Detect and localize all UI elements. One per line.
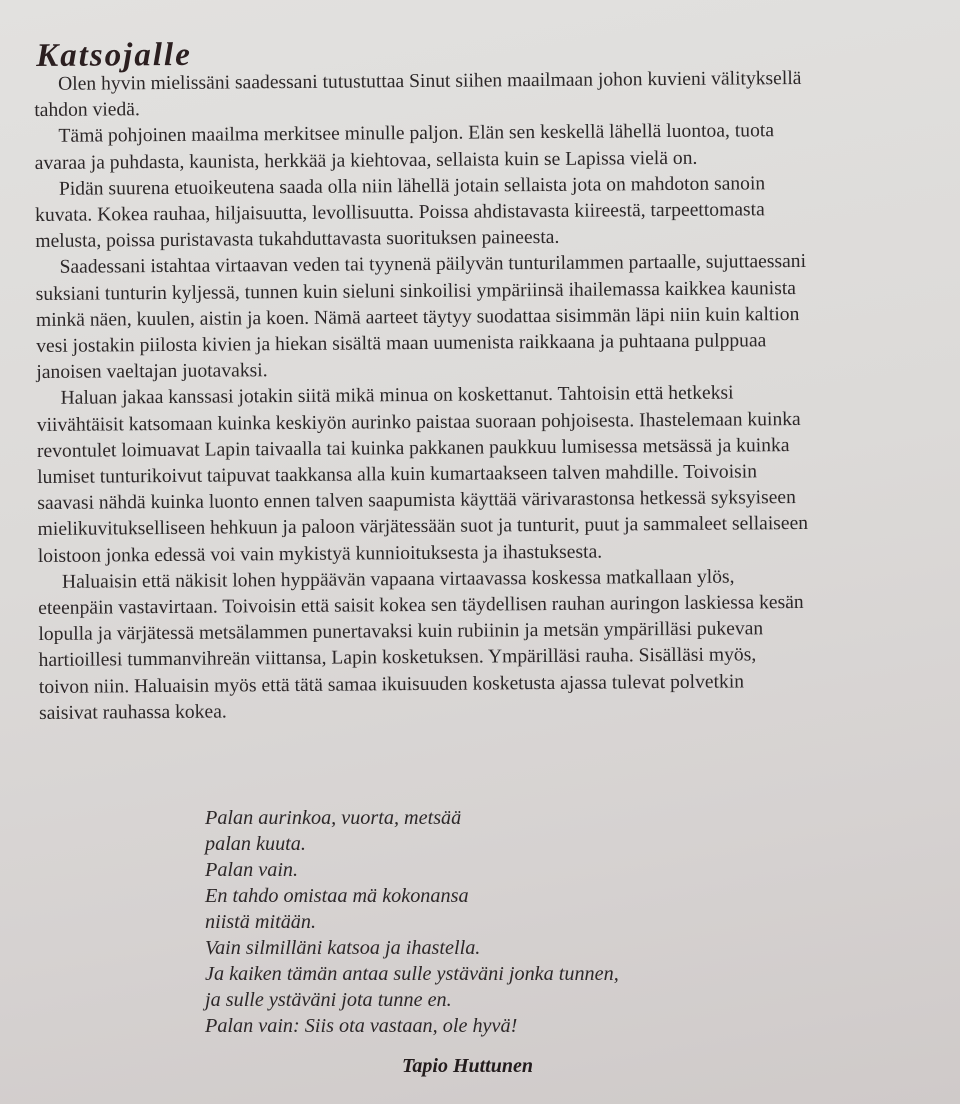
text-line: suksiani tunturin kyljessä, tunnen kuin sieluni sinkoilisi ympäriinsä ihailemassa kaikkea kaunista [35,277,797,305]
text-line: saavasi nähdä kuinka luonto ennen talven saapumista käyttää värivarastonsa hetkessä syksyiseen [37,487,796,515]
text-line: mielikuvitukselliseen hehkuun ja paloon värjätessään suot ja tunturit, puut ja sammaleet sellaiseen [37,513,809,541]
prose-body [34,65,939,727]
author-signature: Tapio Huttunen [402,1055,533,1077]
paragraph-6 [38,563,939,727]
poem-line: Palan vain: Siis ota vastaan, ole hyvä! [205,1015,518,1037]
poem-line: palan kuuta. [205,833,306,855]
text-line: Haluaisin että näkisit lohen hyppäävän vapaana virtaavassa koskessa matkallaan ylös, [61,566,735,593]
poem-line: niistä mitään. [205,911,317,933]
paragraph-5 [36,379,937,569]
text-line: eteenpäin vastavirtaan. Toivoisin että saisit kokea sen täydellisen rauhan auringon laskiessa kesän [38,592,804,620]
text-line: lumiset tunturikoivut taipuvat taakkansa alla kuin kumartaakseen talven mahdille. Toivoisin [37,461,758,489]
text-line: Olen hyvin mielissäni saadessani tutustuttaa Sinut siihen maailmaan johon kuvieni välityksellä [58,67,802,95]
paragraph-1 [34,65,934,124]
text-line: revontulet loimuavat Lapin taivaalla tai kuinka pakkanen paukkuu lumisessa metsässä ja kuinka [36,434,790,462]
text-line: lopulla ja värjätessä metsälammen punertavaksi kuin rubiinin ja metsän ympärilläsi pukevan [38,618,764,646]
text-line: janoisen vaeltajan juotavaksi. [36,360,268,384]
poem-line: ja sulle ystäväni jota tunne en. [205,989,452,1011]
text-line: Haluan jakaa kanssasi jotakin siitä mikä minua on koskettanut. Tahtoisin että hetkeksi [60,382,734,410]
poem-line: En tahdo omistaa mä kokonansa [205,885,469,907]
text-line: loistoon jonka edessä voi vain mykistyä kunnioituksesta ja ihastuksesta. [37,541,603,567]
poem-line: Palan aurinkoa, vuorta, metsää [205,807,462,829]
poem [205,805,619,1039]
text-line: saisivat rauhassa kokea. [38,701,227,724]
poem-line: Vain silmilläni katsoa ja ihastella. [205,937,481,959]
paragraph-3 [35,170,936,256]
text-line: vesi jostakin piilosta kivien ja hiekan sisältä maan uumenista raikkaana ja puhtaana pulppuaa [36,330,767,358]
page-title: Katsojalle [36,36,192,74]
text-line: avaraa ja puhdasta, kaunista, herkkää ja kiehtovaa, sellaista kuin se Lapissa vielä on. [34,147,698,174]
text-line: hartioillesi tummanvihreän viittansa, Lapin kosketuksen. Ympärilläsi rauha. Sisälläsi myös, [38,644,757,672]
text-line: tahdon viedä. [34,99,140,122]
text-line: toivon niin. Haluaisin myös että tätä samaa ikuisuuden kosketusta ajassa tulevat polvetkin [38,671,745,698]
paragraph-4 [35,248,936,386]
text-line: Tämä pohjoinen maailma merkitsee minulle paljon. Elän sen keskellä lähellä luontoa, tuota [58,120,775,148]
paragraph-2 [34,117,934,176]
text-line: Pidän suurena etuoikeutena saada olla niin lähellä jotain sellaista jota on mahdoton sanoin [58,173,766,200]
text-line: kuvata. Kokea rauhaa, hiljaisuutta, levollisuutta. Poissa ahdistavasta kiireestä, tarpeettomasta [35,199,765,227]
text-line: Saadessani istahtaa virtaavan veden tai tyynenä päilyvän tunturilammen partaalle, sujuttaessani [59,251,807,279]
poem-line: Palan vain. [205,859,299,881]
text-line: minkä näen, kuulen, aistin ja koen. Nämä aarteet täytyy suodattaa sisimmän läpi niin kuin kaltion [35,303,800,331]
poem-line: Ja kaiken tämän antaa sulle ystäväni jonka tunnen, [205,963,619,985]
text-line: melusta, poissa puristavasta tukahduttavasta suorituksen paineesta. [35,227,560,253]
text-line: viivähtäisit katsomaan kuinka keskiyön aurinko paistaa suoraan pohjoisesta. Ihastelemaan kuinka [36,408,801,436]
